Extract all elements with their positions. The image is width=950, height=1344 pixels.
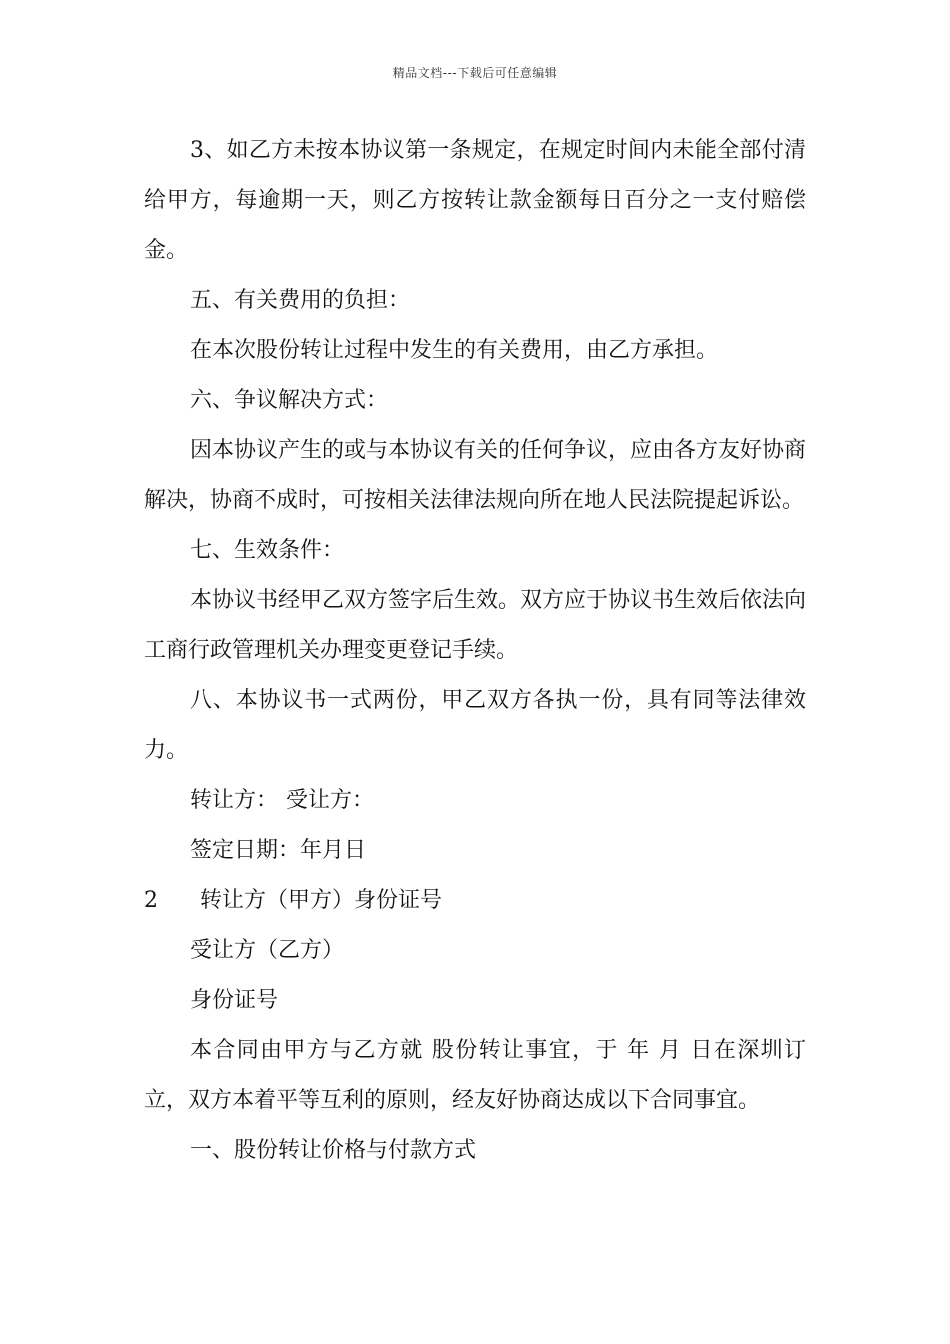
item-1-heading: 一、股份转让价格与付款方式	[190, 1138, 477, 1163]
transferor-id-line: 转让方（甲方）身份证号	[200, 888, 443, 913]
section-5-text: 在本次股份转让过程中发生的有关费用，由乙方承担。	[190, 338, 719, 363]
transferor-label: 转让方：	[190, 788, 279, 813]
section-6-text: 因本协议产生的或与本协议有关的任何争议，应由各方友好协商解决，协商不成时，可按相关法律法规向所在地人民法院提起诉讼。	[144, 438, 807, 513]
section-number: 2	[144, 888, 158, 913]
clause-3-penalty: 3、如乙方未按本协议第一条规定，在规定时间内未能全部付清给甲方，每逾期一天，则乙方按转让款金额每日百分之一支付赔偿金。	[144, 138, 806, 263]
transferee-label: 受让方：	[286, 788, 375, 813]
contract-intro: 本合同由甲方与乙方就 股份转让事宜，于 年 月 日在深圳订立，双方本着平等互利的原则，经友好协商达成以下合同事宜。	[144, 1038, 806, 1113]
sign-date-line: 签定日期：年月日	[190, 838, 367, 863]
signature-line	[144, 776, 806, 826]
section-2-heading-row	[144, 876, 806, 926]
section-5-heading: 五、有关费用的负担：	[190, 288, 411, 313]
section-7-heading: 七、生效条件：	[190, 538, 345, 563]
document-body	[144, 126, 806, 1176]
page-header: 精品文档---下载后可任意编辑	[392, 66, 558, 80]
transferee-id-line: 身份证号	[190, 988, 279, 1013]
section-6-heading: 六、争议解决方式：	[190, 388, 389, 413]
section-8-text: 八、本协议书一式两份，甲乙双方各执一份，具有同等法律效力。	[144, 688, 806, 763]
section-7-text: 本协议书经甲乙双方签字后生效。双方应于协议书生效后依法向工商行政管理机关办理变更登记手续。	[144, 588, 807, 663]
transferee-line: 受让方（乙方）	[190, 938, 345, 963]
